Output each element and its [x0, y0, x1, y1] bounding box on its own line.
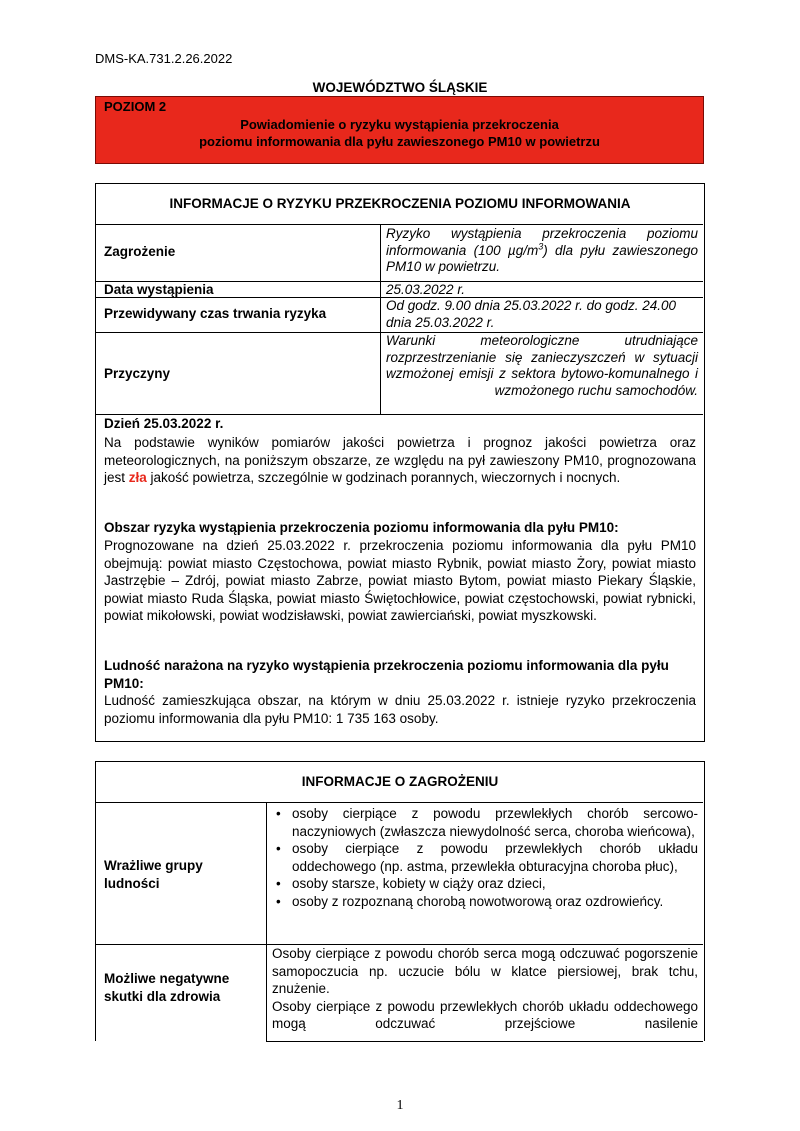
row-value-duration: Od godz. 9.00 dnia 25.03.2022 r. do godz. 24.00 dnia 25.03.2022 r.	[386, 298, 676, 330]
list-item: • osoby z rozpoznaną chorobą nowotworową oraz ozdrowieńcy.	[272, 893, 698, 911]
day-text: Na podstawie wyników pomiarów jakości powietrza i prognoz jakości powietrza oraz meteorologicznych, na poniższym obszarze, ze względu na pył zawieszony PM10, prognozowana jest zła jakość powietrza, szczególnie w godzinach porannych, wieczornych i nocnych.	[104, 435, 696, 485]
row-label-date: Data wystąpienia	[104, 282, 214, 297]
day-heading: Dzień 25.03.2022 r.	[104, 416, 224, 431]
area-text: Prognozowane na dzień 25.03.2022 r. przekroczenia poziomu informowania dla pyłu PM10 obejmują: powiat miasto Częstochowa, powiat miasto Rybnik, powiat miasto Żory, powiat miasto Jastrzębie – Zdrój, powiat miasto Zabrze, powiat miasto Bytom, powiat miasto Piekary Śląskie, powiat miasto Ruda Śląska, powiat miasto Świętochłowice, powiat częstochowski, powiat rybnicki, powiat mikołowski, powiat wodzisławski, powiat zawierciański, powiat myszkowski.	[104, 538, 696, 623]
risk-info-header: INFORMACJE O RYZYKU PRZEKROCZENIA POZIOMU INFORMOWANIA	[169, 196, 631, 211]
population-heading: Ludność narażona na ryzyko wystąpienia przekroczenia poziomu informowania dla pyłu PM10:	[104, 658, 669, 691]
row-value-threat: Ryzyko wystąpienia przekroczenia poziomu informowania (100 $\mu g/m^3$) dla pyłu zawieszonego PM10 w powietrzu.	[386, 226, 698, 274]
health-effects-label: Możliwe negatywne skutki dla zdrowia	[104, 971, 230, 1004]
threat-info-header: INFORMACJE O ZAGROŻENIU	[301, 774, 499, 789]
list-item: • osoby cierpiące z powodu przewlekłych chorób sercowo-naczyniowych (zwłaszcza niewydolność serca, choroba wieńcowa),	[272, 805, 698, 840]
list-item: • osoby cierpiące z powodu przewlekłych chorób układu oddechowego (np. astma, przewlekła obturacyjna choroba płuc),	[272, 840, 698, 875]
page-number: 1	[396, 1098, 404, 1113]
risk-info-table	[95, 183, 705, 742]
sensitive-groups-list	[272, 805, 698, 910]
sensitive-groups-label: Wrażliwe grupy ludności	[104, 858, 203, 891]
document-id: DMS-KA.731.2.26.2022	[95, 51, 233, 66]
health-effects-text: Osoby cierpiące z powodu chorób serca mogą odczuwać pogorszenie samopoczucia np. uczucie bólu w klatce piersiowej, brak tchu, znużenie. Osoby cierpiące z powodu przewlekłych chorób układu oddechowego mogą odczuwać przejściowe nasilenie	[272, 946, 698, 1031]
row-label-threat: Zagrożenie	[104, 244, 176, 259]
alert-title-line1: Powiadomienie o ryzyku wystąpienia przekroczenia	[240, 117, 559, 132]
list-item: • osoby starsze, kobiety w ciąży oraz dzieci,	[272, 875, 698, 893]
alert-title-line2: poziomu informowania dla pyłu zawieszonego PM10 w powietrzu	[199, 134, 600, 149]
voivodeship-title: WOJEWÓDZTWO ŚLĄSKIE	[312, 80, 488, 95]
row-value-date: 25.03.2022 r.	[386, 282, 466, 297]
row-value-causes: Warunki meteorologiczne utrudniające rozprzestrzenianie się zanieczyszczeń w sytuacji wzmożonej emisji z sektora bytowo-komunalnego i wzmożonego ruchu samochodów.	[386, 333, 698, 398]
population-text: Ludność zamieszkująca obszar, na którym w dniu 25.03.2022 r. istnieje ryzyko przekroczenia poziomu informowania dla pyłu PM10: 1 735 163 osoby.	[104, 693, 696, 726]
threat-info-table	[95, 761, 705, 1041]
area-heading: Obszar ryzyka wystąpienia przekroczenia poziomu informowania dla pyłu PM10:	[104, 520, 619, 535]
row-label-causes: Przyczyny	[104, 366, 171, 381]
alert-level: POZIOM 2	[104, 99, 167, 114]
row-label-duration: Przewidywany czas trwania ryzyka	[104, 306, 327, 321]
alert-level-box	[95, 96, 704, 164]
